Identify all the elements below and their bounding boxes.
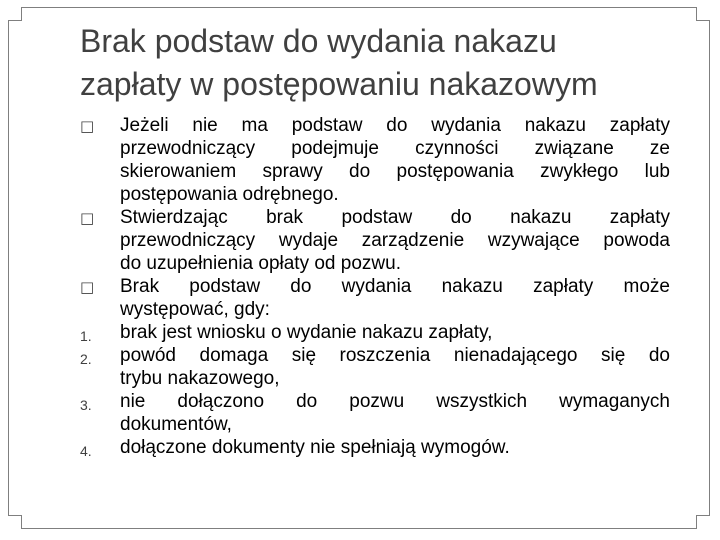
slide-content — [0, 114, 720, 459]
bullet-item — [0, 275, 720, 321]
checkbox-bullet-icon: □ — [80, 278, 95, 296]
text-line: dokumentów, — [120, 414, 232, 435]
numbered-text — [120, 344, 670, 390]
numbered-item — [0, 436, 720, 459]
bullet-text — [120, 275, 670, 321]
text-line: Jeżeli nie ma podstaw do wydania nakazu zapłaty — [120, 115, 670, 136]
frame-corner-bottom-right — [696, 515, 710, 529]
bullet-text — [120, 114, 670, 206]
text-line: Stwierdzając brak podstaw do nakazu zapłaty — [120, 207, 670, 228]
numbered-item — [0, 321, 720, 344]
list-number: 2. — [80, 351, 92, 367]
frame-corner-top-right — [696, 7, 710, 21]
checkbox-bullet-icon: □ — [80, 209, 95, 227]
text-line: do uzupełnienia opłaty od pozwu. — [120, 253, 401, 274]
text-line: powód domaga się roszczenia nienadającego się do — [120, 345, 670, 366]
frame-corner-bottom-left — [8, 515, 22, 529]
bullet-item — [0, 206, 720, 275]
text-line: przewodniczący podejmuje czynności związane ze — [120, 138, 670, 159]
text-line: dołączone dokumenty nie spełniają wymogów. — [120, 437, 510, 458]
frame-corner-top-left — [8, 7, 22, 21]
slide-title-line: Brak podstaw do wydania nakazu — [80, 23, 557, 59]
text-line: postępowania odrębnego. — [120, 184, 339, 205]
text-line: występować, gdy: — [120, 299, 270, 320]
list-number: 3. — [80, 397, 92, 413]
text-line: brak jest wniosku o wydanie nakazu zapłaty, — [120, 322, 493, 343]
list-number: 4. — [80, 443, 92, 459]
numbered-text — [120, 390, 670, 436]
text-line: nie dołączono do pozwu wszystkich wymaganych — [120, 391, 670, 412]
slide-title — [80, 20, 680, 106]
numbered-text — [120, 436, 670, 459]
numbered-item — [0, 390, 720, 436]
text-line: przewodniczący wydaje zarządzenie wzywające powoda — [120, 230, 670, 251]
list-number: 1. — [80, 328, 92, 344]
text-line: trybu nakazowego, — [120, 368, 280, 389]
text-line: skierowaniem sprawy do postępowania zwykłego lub — [120, 161, 670, 182]
checkbox-bullet-icon: □ — [80, 117, 95, 135]
text-line: Brak podstaw do wydania nakazu zapłaty może — [120, 276, 670, 297]
slide-title-line: zapłaty w postępowaniu nakazowym — [80, 66, 598, 102]
numbered-item — [0, 344, 720, 390]
numbered-text — [120, 321, 670, 344]
bullet-text — [120, 206, 670, 275]
bullet-item — [0, 114, 720, 206]
